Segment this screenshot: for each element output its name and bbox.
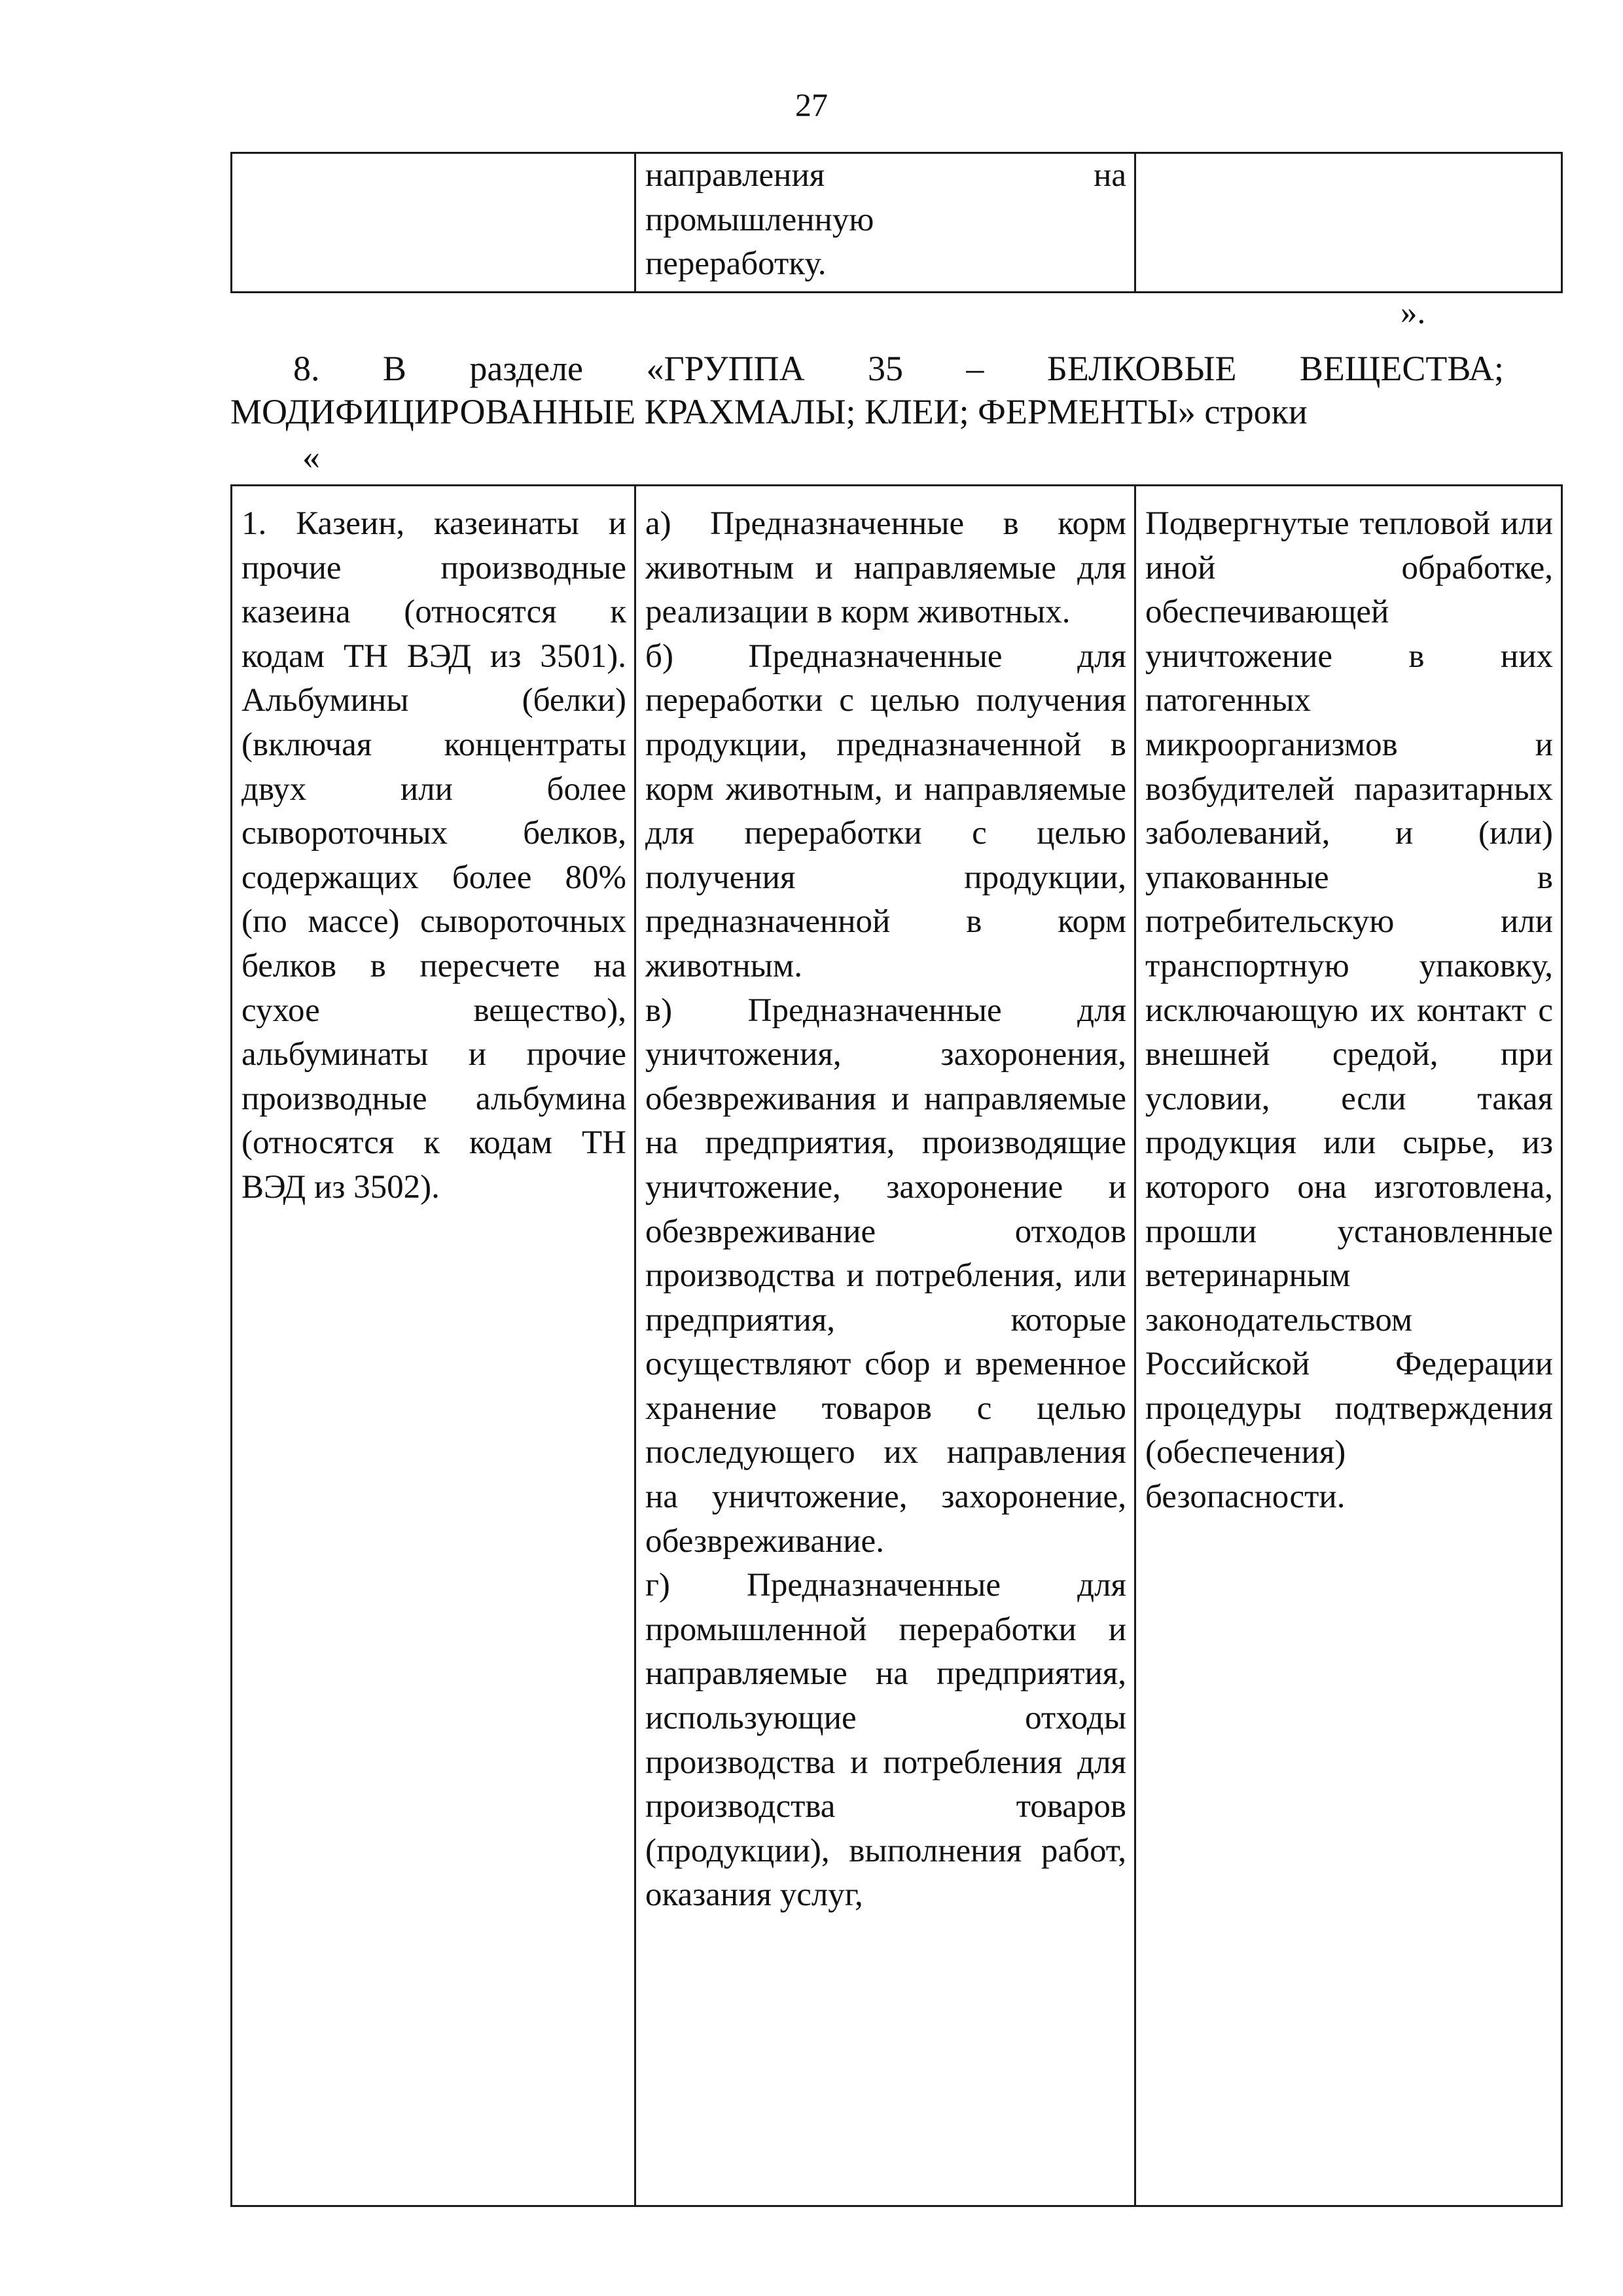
goods-table (230, 484, 1563, 2207)
purpose-item: а) Предназначенные в корм животным и направляемые для реализации в корм животных. (645, 505, 1126, 631)
paragraph-line: МОДИФИЦИРОВАННЫЕ КРАХМАЛЫ; КЛЕИ; ФЕРМЕНТЫ» строки (230, 392, 1308, 431)
table-row (232, 486, 1562, 2206)
table-cell-purpose (635, 153, 1135, 293)
cell-line: промышленную (645, 201, 874, 238)
table-cell-purpose (635, 486, 1135, 2206)
table-cell-product (232, 153, 635, 293)
amendment-paragraph (230, 347, 1504, 433)
purpose-item: б) Предназначенные для переработки с целью получения продукции, предназначенной в корм животным, и направляемые для переработки с целью получения продукции, предназначенной в корм животным. (645, 637, 1126, 984)
purpose-item: г) Предназначенные для промышленной переработки и направляемые на предприятия, использующие отходы производства и потребления для производства товаров (продукции), выполнения работ, оказания услуг, (645, 1567, 1126, 1914)
opening-quote: « (302, 437, 320, 476)
purpose-item: в) Предназначенные для уничтожения, захоронения, обезвреживания и направляемые на предприятия, производящие уничтожение, захоронение и обезвреживание отходов производства и потребления, или предприятия, которые осуществляют сбор и временное хранение товаров с целью последующего их направления на уничтожение, захоронение, обезвреживание. (645, 992, 1126, 1560)
cell-line: направления на (645, 157, 1126, 194)
table-cell-condition (1135, 153, 1562, 293)
table-cell-product: 1. Казеин, казеинаты и прочие производные казеина (относятся к кодам ТН ВЭД из 3501). Альбумины (белки) (включая концентраты двух или более сывороточных белков, содержащих более 80% (по массе) сывороточных белков в пересчете на сухое вещество), альбуминаты и прочие производные альбумина (относятся к кодам ТН ВЭД из 3502). (232, 486, 635, 2206)
closing-quote: ». (1400, 295, 1426, 331)
cell-line: переработку. (645, 245, 827, 283)
continued-table (230, 152, 1563, 293)
table-cell-condition: Подвергнутые тепловой или иной обработке, обеспечивающей уничтожение в них патогенных микроорганизмов и возбудителей паразитарных заболеваний, и (или) упакованные в потребительскую или транспортную упаковку, исключающую их контакт с внешней средой, при условии, если такая продукция или сырье, из которого она изготовлена, прошли установленные ветеринарным законодательством Российской Федерации процедуры подтверждения (обеспечения) безопасности. (1135, 486, 1562, 2206)
paragraph-line: 8. В разделе «ГРУППА 35 – БЕЛКОВЫЕ ВЕЩЕСТВА; (293, 349, 1504, 388)
page-number: 27 (795, 86, 828, 123)
table-row (232, 153, 1562, 293)
